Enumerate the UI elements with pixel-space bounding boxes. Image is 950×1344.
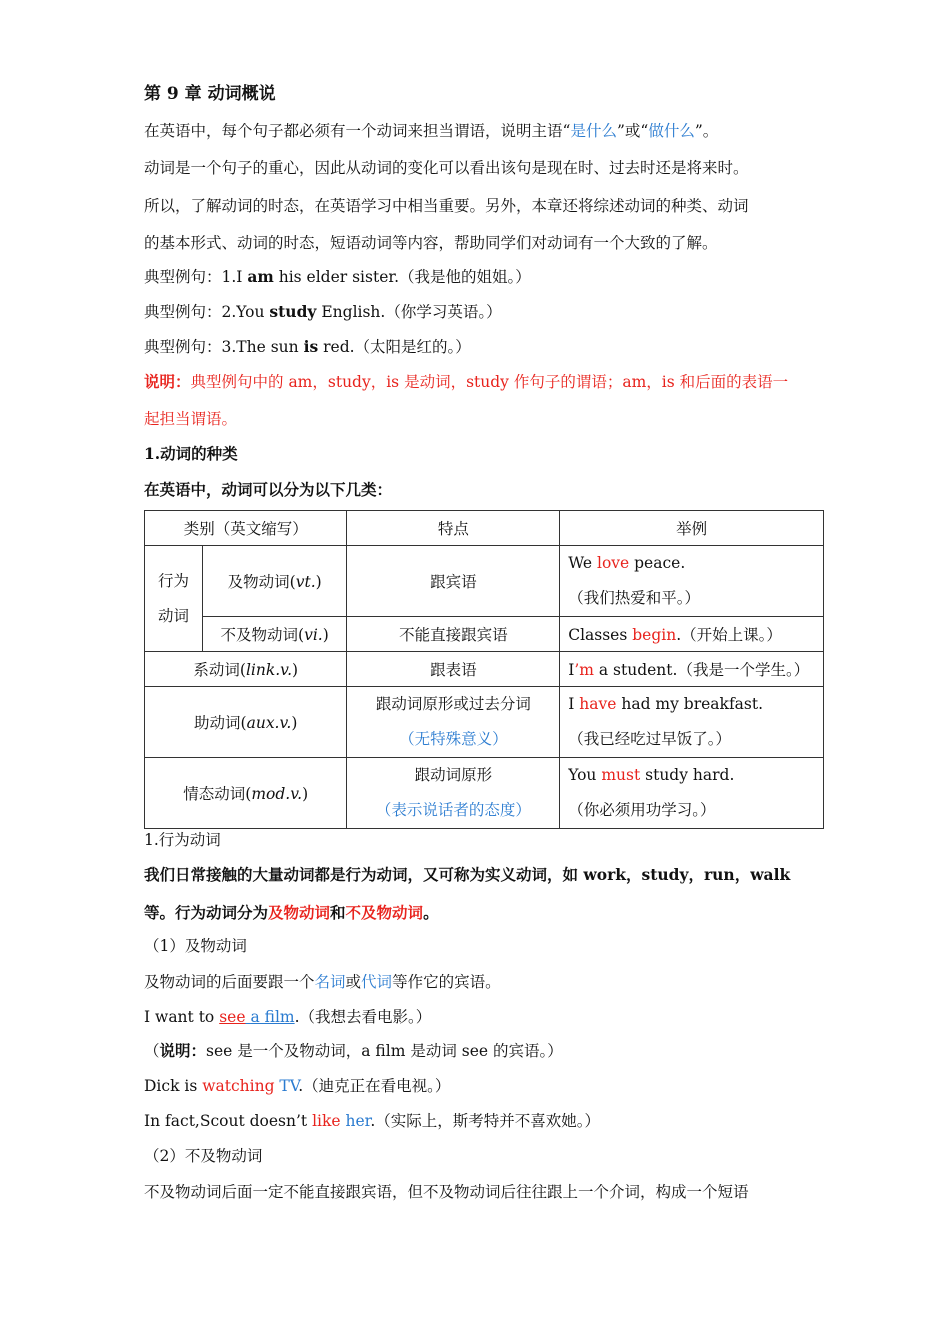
- group-label-action-verbs: 行为 动词: [145, 546, 203, 652]
- chapter-title: 第 9 章 动词概说: [144, 84, 276, 104]
- feature-aux: 跟动词原形或过去分词 （无特殊意义）: [347, 687, 560, 758]
- header-category: 类别（英文缩写）: [145, 511, 347, 546]
- transitive-description: 及物动词的后面要跟一个名词或代词等作它的宾语。: [144, 973, 501, 991]
- category-aux: 助动词(aux.v.): [145, 687, 347, 758]
- example-sentence-2: 典型例句：2.You study English.（你学习英语。）: [144, 302, 502, 321]
- example-aux: I have had my breakfast. （我已经吃过早饭了。）: [560, 687, 824, 758]
- table-row-link: [145, 652, 824, 687]
- example-vi: Classes begin.（开始上课。）: [560, 617, 824, 652]
- feature-vi: 不能直接跟宾语: [347, 617, 560, 652]
- example-sentence-1: 典型例句：1.I am his elder sister.（我是他的姐姐。）: [144, 267, 531, 286]
- category-link: 系动词(link.v.): [145, 652, 347, 687]
- category-mod: 情态动词(mod.v.): [145, 758, 347, 829]
- action-verbs-bold-line-1: 我们日常接触的大量动词都是行为动词，又可称为实义动词，如 work，study，run，walk: [144, 865, 791, 884]
- header-example: 举例: [560, 511, 824, 546]
- intro-line-4: 的基本形式、动词的时态，短语动词等内容，帮助同学们对动词有一个大致的了解。: [144, 234, 718, 252]
- feature-mod: 跟动词原形 （表示说话者的态度）: [347, 758, 560, 829]
- intro-line-2: 动词是一个句子的重心，因此从动词的变化可以看出该句是现在时、过去时还是将来时。: [144, 159, 749, 177]
- transitive-example-1-note: （说明：see 是一个及物动词，a film 是动词 see 的宾语。）: [144, 1041, 563, 1060]
- category-vi: 不及物动词(vi.): [202, 617, 347, 652]
- intransitive-description: 不及物动词后面一定不能直接跟宾语，但不及物动词后往往跟上一个介词，构成一个短语: [144, 1183, 749, 1201]
- transitive-example-3: In fact,Scout doesn’t like her.（实际上，斯考特并不喜欢她。）: [144, 1112, 601, 1130]
- table-row-aux: [145, 687, 824, 758]
- example-vt: We love peace. （我们热爱和平。）: [560, 546, 824, 617]
- category-vt: 及物动词(vt.): [202, 546, 347, 617]
- feature-vt: 跟宾语: [347, 546, 560, 617]
- example-mod: You must study hard. （你必须用功学习。）: [560, 758, 824, 829]
- verb-types-table: [144, 510, 824, 829]
- note-line-2: 起担当谓语。: [144, 410, 238, 428]
- header-feature: 特点: [347, 511, 560, 546]
- example-link: I’m a student.（我是一个学生。）: [560, 652, 824, 687]
- transitive-example-1: I want to see a film.（我想去看电影。）: [144, 1008, 432, 1026]
- table-header-row: [145, 511, 824, 546]
- intro-line-1: 在英语中，每个句子都必须有一个动词来担当谓语，说明主语“是什么”或“做什么”。: [144, 122, 719, 140]
- example-sentence-3: 典型例句：3.The sun is red.（太阳是红的。）: [144, 337, 471, 356]
- intro-line-3: 所以，了解动词的时态，在英语学习中相当重要。另外，本章还将综述动词的种类、动词: [144, 197, 749, 215]
- note-line-1: 说明：典型例句中的 am，study，is 是动词，study 作句子的谓语；am，is 和后面的表语一: [144, 372, 789, 391]
- table-row-vi: [145, 617, 824, 652]
- feature-link: 跟表语: [347, 652, 560, 687]
- transitive-example-2: Dick is watching TV.（迪克正在看电视。）: [144, 1077, 451, 1095]
- section-heading-verb-types: 1.动词的种类: [144, 444, 238, 463]
- section-subheading: 在英语中，动词可以分为以下几类：: [144, 480, 393, 499]
- table-row-mod: [145, 758, 824, 829]
- action-verbs-bold-line-2: 等。行为动词分为及物动词和不及物动词。: [144, 903, 439, 922]
- action-verbs-heading: 1.行为动词: [144, 831, 221, 849]
- table-row-vt: [145, 546, 824, 617]
- subheading-intransitive: （2）不及物动词: [144, 1147, 263, 1165]
- subheading-transitive: （1）及物动词: [144, 937, 247, 955]
